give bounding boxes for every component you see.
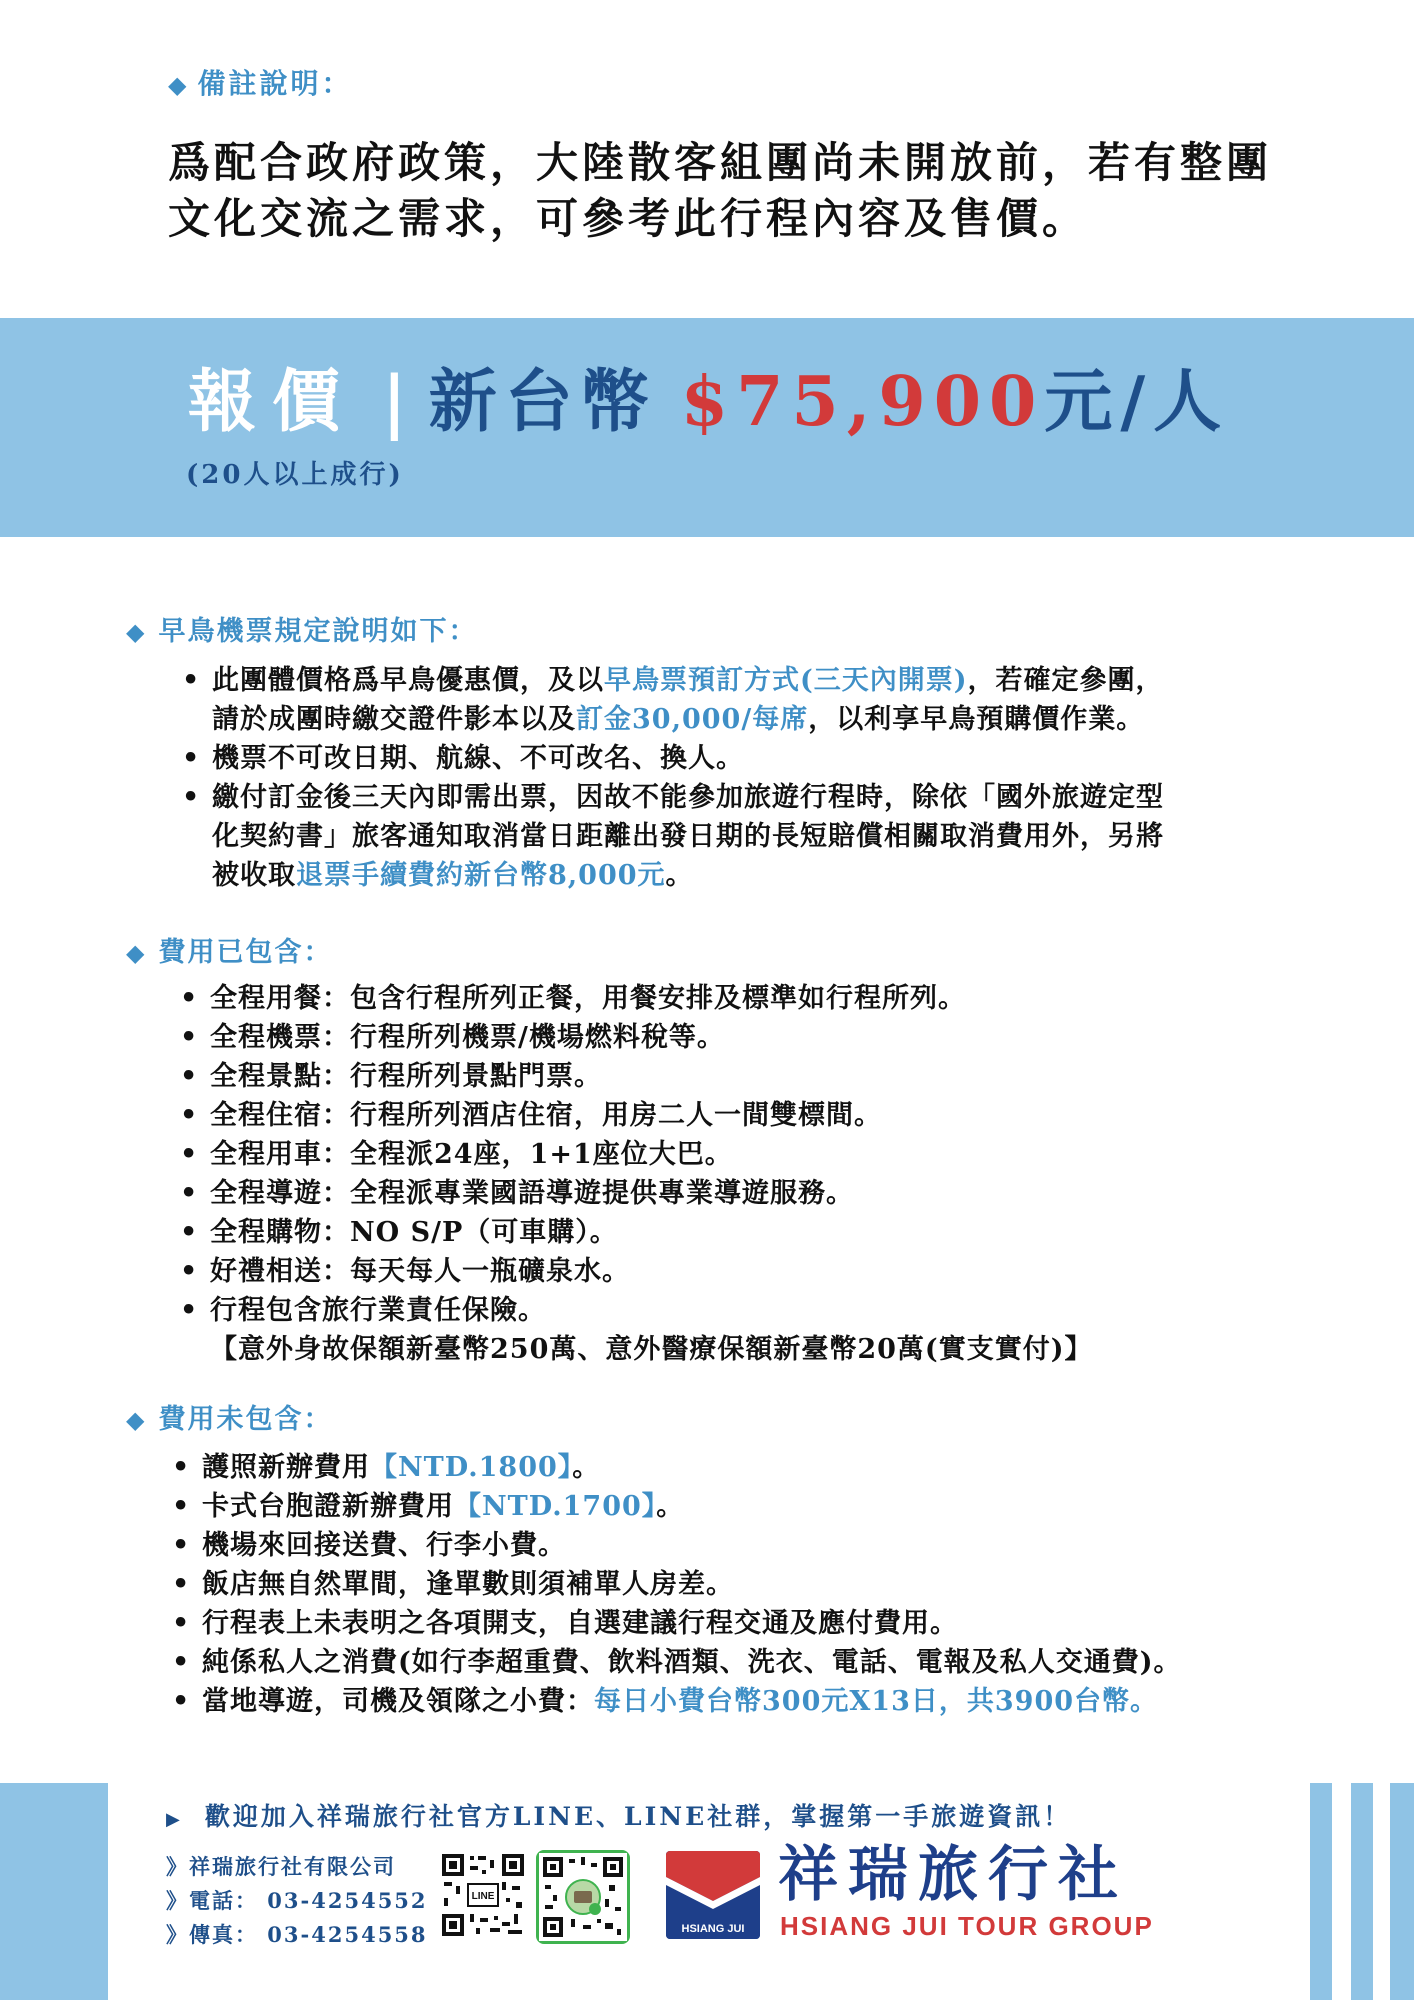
price-note: (20人以上成行) xyxy=(186,460,404,490)
line-invite xyxy=(166,1797,1071,1833)
list-item xyxy=(212,778,1362,895)
price-row xyxy=(188,362,1229,442)
excluded-list xyxy=(202,1448,1382,1721)
insurance-note: 【意外身故保額新臺幣250萬、意外醫療保額新臺幣20萬(實支實付)】 xyxy=(210,1334,1093,1365)
list-item: • 全程住宿：行程所列酒店住宿，用房二人一間雙標間。 xyxy=(210,1096,1360,1135)
line-group-qr-code[interactable] xyxy=(536,1850,630,1944)
included-list xyxy=(210,979,1360,1369)
list-item xyxy=(202,1682,1382,1721)
highlight-text: 訂金30,000/每席 xyxy=(576,704,809,735)
text: ，若確定參團， xyxy=(967,665,1164,696)
list-item: • 好禮相送：每天每人一瓶礦泉水。 xyxy=(210,1252,1360,1291)
text: 。 xyxy=(656,1491,685,1522)
excluded-title-text: 費用未包含： xyxy=(158,1404,333,1435)
list-item: • 全程用車：全程派24座，1+1座位大巴。 xyxy=(210,1135,1360,1174)
early-bird-title-text: 早鳥機票規定說明如下： xyxy=(158,616,478,647)
triangle-right-icon: ▶ xyxy=(166,1809,183,1830)
note-body: 爲配合政府政策，大陸散客組團尚未開放前，若有整團文化交流之需求，可參考此行程內容及售價。 xyxy=(168,138,1273,243)
text: 此團體價格爲早鳥優惠價，及以 xyxy=(212,665,604,696)
early-bird-list xyxy=(212,661,1362,895)
text: 卡式台胞證新辦費用 xyxy=(202,1491,454,1522)
text: 當地導遊，司機及領隊之小費： xyxy=(202,1686,594,1717)
text: 請於成團時繳交證件影本以及 xyxy=(212,704,576,735)
phone-number: 》電話： 03-4254552 xyxy=(166,1888,428,1913)
text: 。 xyxy=(1130,1686,1159,1717)
list-item: • 行程表上未表明之各項開支，自選建議行程交通及應付費用。 xyxy=(202,1604,1382,1643)
footer-stripe xyxy=(1351,1783,1373,2000)
note-title-text: 備註說明： xyxy=(197,67,353,100)
highlight-text: 每日小費台幣300元X13日，共3900台幣 xyxy=(594,1686,1131,1717)
line-invite-text: 歡迎加入祥瑞旅行社官方LINE、LINE社群，掌握第一手旅遊資訊！ xyxy=(204,1802,1072,1831)
diamond-icon: ◆ xyxy=(126,617,147,646)
price-currency: 新台幣 xyxy=(428,362,657,442)
text: 繳付訂金後三天內即需出票，因故不能參加旅遊行程時，除依「國外旅遊定型 xyxy=(212,782,1164,813)
text: 化契約書」旅客通知取消當日距離出發日期的長短賠償相關取消費用外，另將 xyxy=(212,821,1164,852)
list-item: • 機票不可改日期、航線、不可改名、換人。 xyxy=(212,739,1362,778)
list-item: • 全程購物：NO S/P（可車購）。 xyxy=(210,1213,1360,1252)
logo-mark-caption: HSIANG JUI xyxy=(681,1923,745,1935)
note-title xyxy=(168,62,352,102)
list-item: • 行程包含旅行業責任保險。 xyxy=(210,1291,1360,1330)
text: 護照新辦費用 xyxy=(202,1452,370,1483)
list-item xyxy=(202,1487,1382,1526)
highlight-text: 早鳥票預訂方式(三天內開票) xyxy=(604,665,968,696)
excluded-title xyxy=(126,1397,332,1436)
qr-code-icon xyxy=(440,1852,526,1938)
early-bird-title xyxy=(126,609,477,648)
list-item: • 機場來回接送費、行李小費。 xyxy=(202,1526,1382,1565)
price-label: 報價 xyxy=(188,362,357,442)
list-item: • 全程機票：行程所列機票/機場燃料稅等。 xyxy=(210,1018,1360,1057)
highlight-text: 退票手續費約新台幣8,000元 xyxy=(296,860,666,891)
diamond-icon: ◆ xyxy=(168,70,190,99)
text: 被收取 xyxy=(212,860,296,891)
price-unit: 元/人 xyxy=(1044,362,1230,442)
diamond-icon: ◆ xyxy=(126,1405,147,1434)
price-separator: | xyxy=(382,362,415,442)
line-qr-code[interactable] xyxy=(440,1852,526,1938)
price-band xyxy=(0,318,1414,537)
highlight-text: 【NTD.1800】 xyxy=(370,1452,573,1483)
logo-english-name: HSIANG JUI TOUR GROUP xyxy=(780,1911,1154,1941)
qr-label: LINE xyxy=(471,1891,495,1902)
footer-stripe xyxy=(1390,1783,1414,2000)
highlight-text: 【NTD.1700】 xyxy=(454,1491,657,1522)
footer-left-bar xyxy=(0,1783,108,2000)
text: 。 xyxy=(572,1452,601,1483)
list-item: • 全程景點：行程所列景點門票。 xyxy=(210,1057,1360,1096)
company-name: 》祥瑞旅行社有限公司 xyxy=(166,1854,396,1879)
list-item: • 全程用餐：包含行程所列正餐，用餐安排及標準如行程所列。 xyxy=(210,979,1360,1018)
included-title-text: 費用已包含： xyxy=(158,937,333,968)
text: 。 xyxy=(665,860,694,891)
list-item: • 全程導遊：全程派專業國語導遊提供專業導遊服務。 xyxy=(210,1174,1360,1213)
list-item: • 純係私人之消費(如行李超重費、飲料酒類、洗衣、電話、電報及私人交通費)。 xyxy=(202,1643,1382,1682)
footer-stripe xyxy=(1310,1783,1332,2000)
list-item xyxy=(202,1448,1382,1487)
price-amount: $75,900 xyxy=(680,362,1045,442)
company-logo-icon xyxy=(666,1851,760,1939)
list-item: • 飯店無自然單間，逢單數則須補單人房差。 xyxy=(202,1565,1382,1604)
fax-number: 》傳真： 03-4254558 xyxy=(166,1922,428,1947)
logo-chinese-name: 祥瑞旅行社 xyxy=(778,1840,1128,1910)
qr-code-icon xyxy=(539,1853,627,1941)
diamond-icon: ◆ xyxy=(126,938,147,967)
included-title xyxy=(126,930,332,969)
list-item xyxy=(212,661,1362,739)
text: ，以利享早鳥預購價作業。 xyxy=(808,704,1145,735)
